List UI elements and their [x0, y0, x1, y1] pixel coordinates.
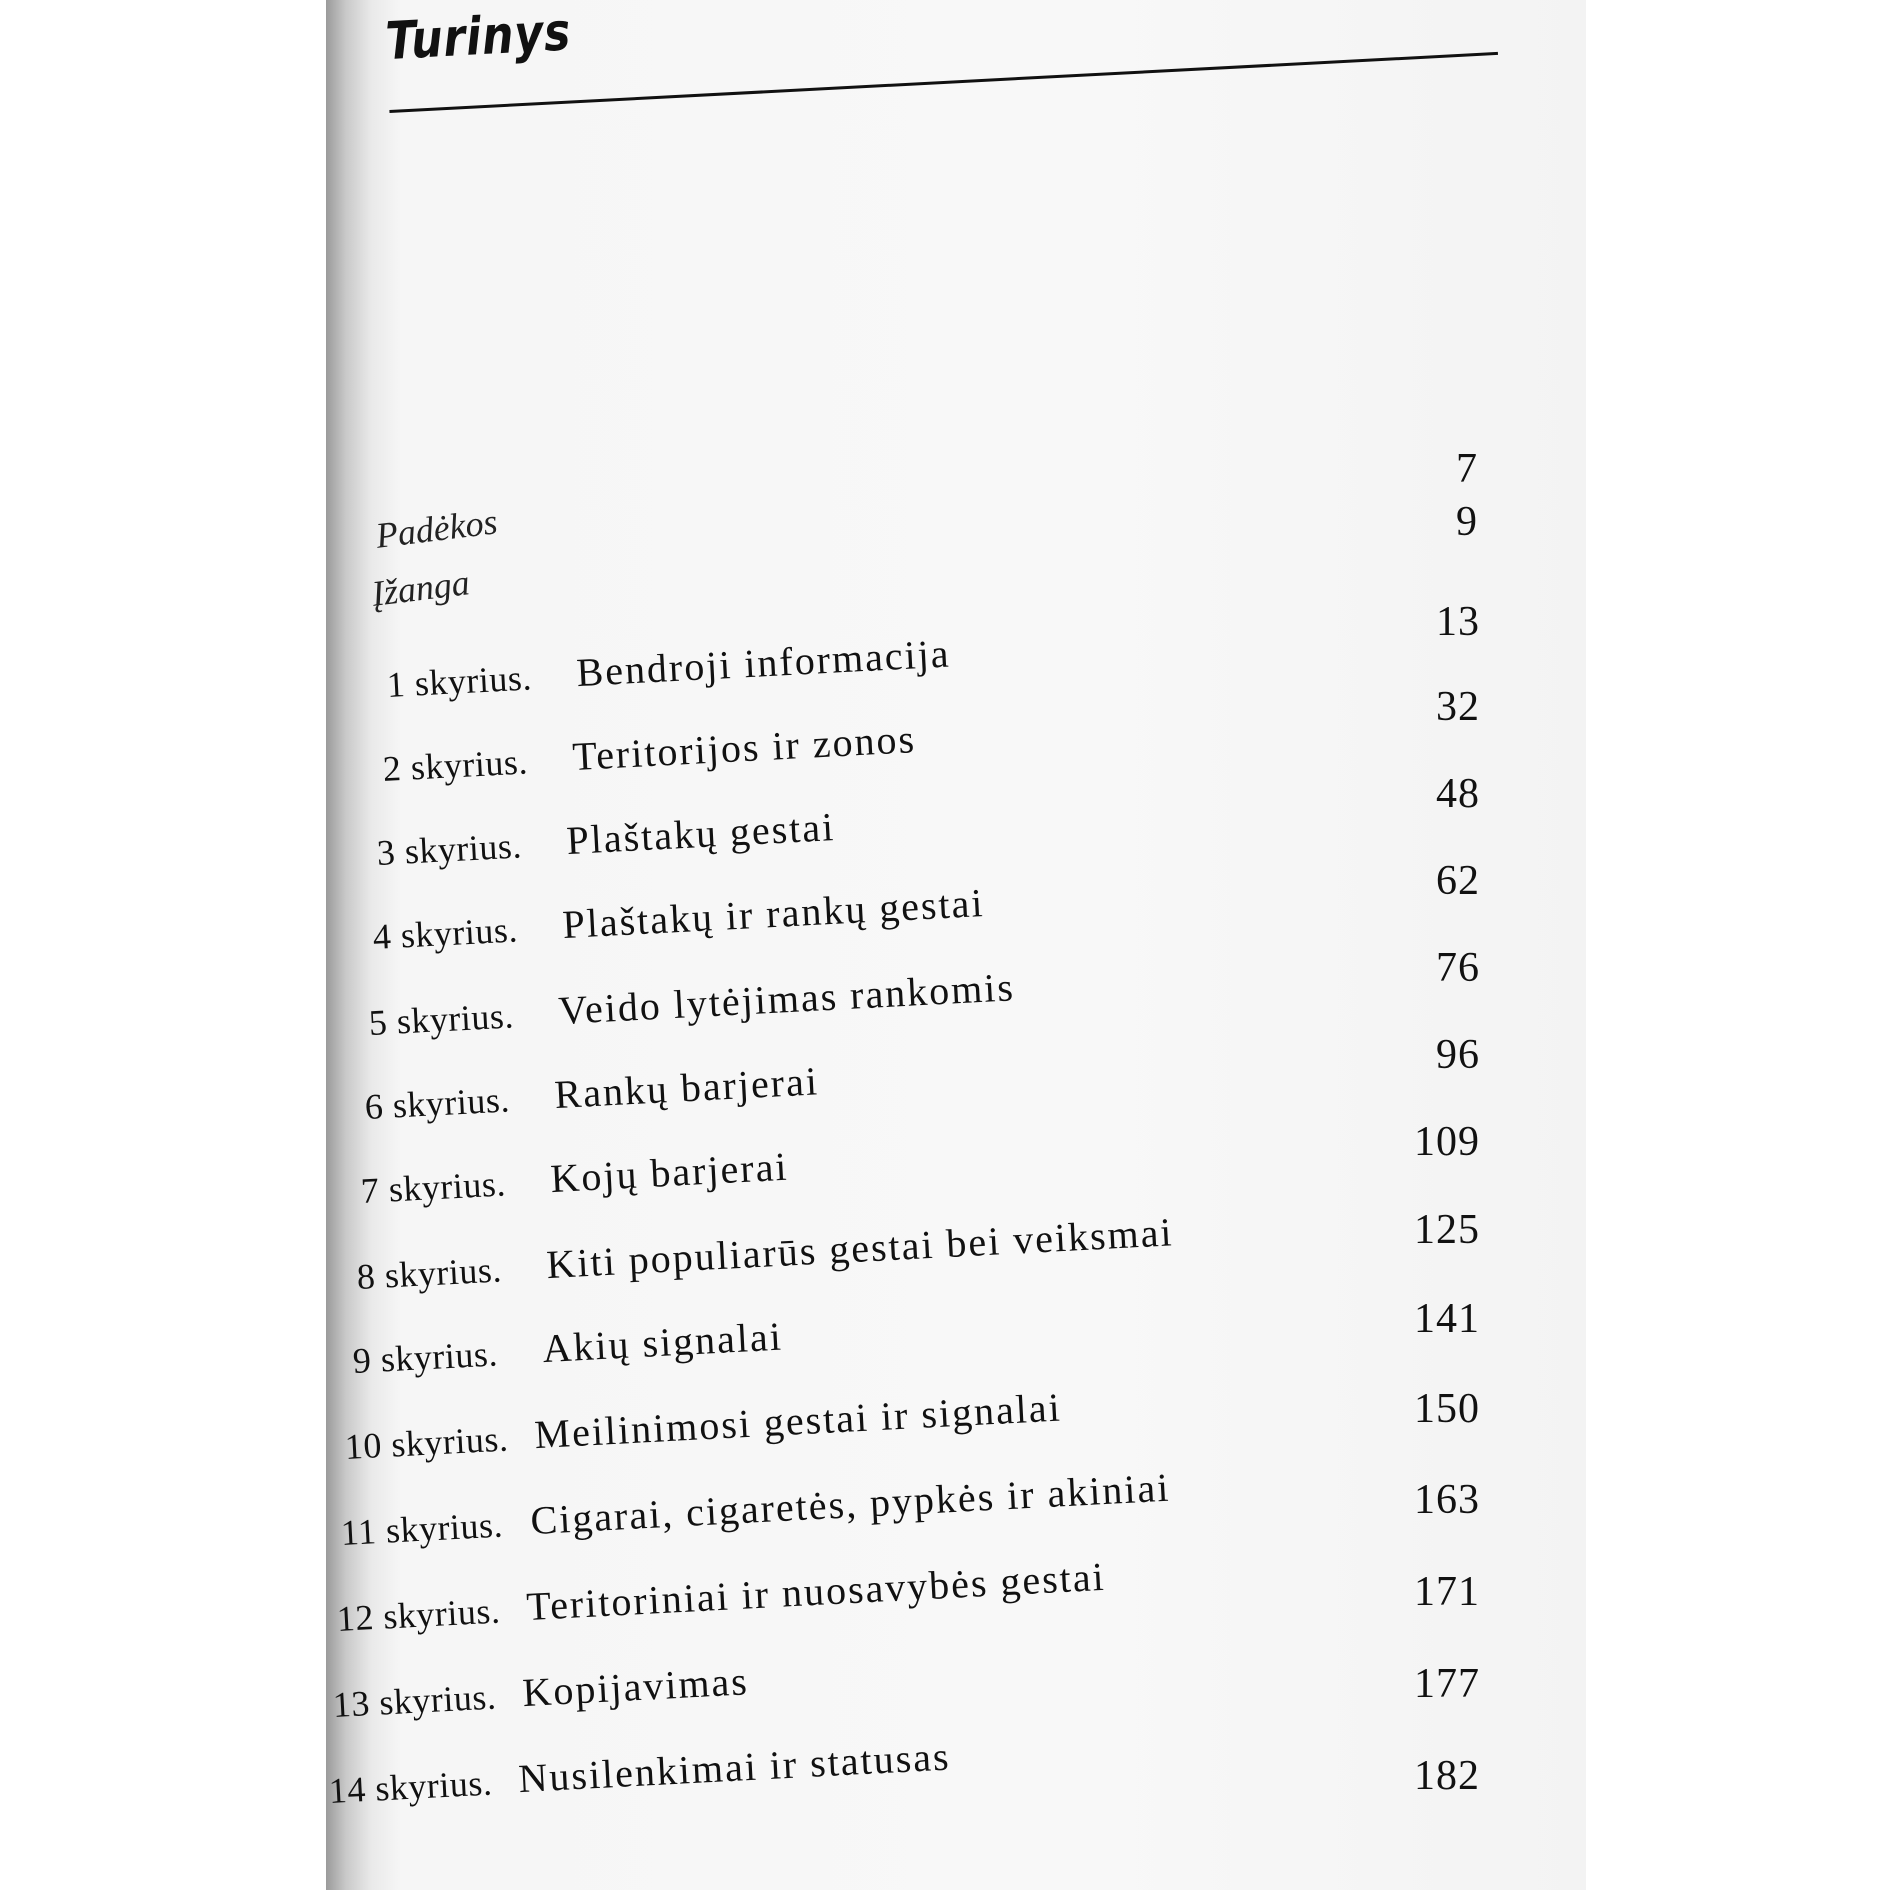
chapter-title: Meilinimosi gestai ir signalai	[533, 1384, 1063, 1458]
chapter-page-number: 13	[1436, 599, 1480, 645]
chapter-title: Nusilenkimai ir statusas	[517, 1733, 952, 1802]
front-matter-title-2: Įžanga	[369, 562, 472, 614]
toc-row	[343, 1384, 1446, 1468]
chapter-number: 12 skyrius.	[335, 1590, 502, 1640]
toc-heading: Turinys	[384, 2, 573, 73]
chapter-number: 7 skyrius.	[359, 1163, 507, 1212]
chapter-page-number: 62	[1436, 858, 1480, 904]
chapter-number: 4 skyrius.	[371, 909, 519, 958]
chapter-number: 9 skyrius.	[351, 1333, 499, 1382]
chapter-title: Kojų barjerai	[549, 1143, 790, 1202]
chapter-title: Teritorijos ir zonos	[571, 716, 918, 780]
chapter-number: 14 skyrius.	[327, 1762, 494, 1812]
chapter-number: 8 skyrius.	[355, 1249, 503, 1298]
toc-row	[331, 1658, 1434, 1726]
toc-row	[367, 964, 1470, 1044]
front-matter-page-2: 9	[1456, 499, 1478, 545]
toc-row	[327, 1733, 1430, 1812]
chapter-title: Kiti populiarūs gestai bei veiksmai	[545, 1209, 1175, 1288]
chapter-page-number: 163	[1414, 1477, 1480, 1523]
chapter-page-number: 32	[1436, 684, 1480, 730]
chapter-number: 13 skyrius.	[331, 1676, 498, 1726]
chapter-page-number: 125	[1414, 1207, 1480, 1253]
chapter-number: 3 skyrius.	[375, 825, 523, 874]
chapter-page-number: 141	[1414, 1296, 1480, 1342]
toc-row	[335, 1553, 1438, 1640]
chapter-page-number: 76	[1436, 945, 1480, 991]
toc-row	[363, 1058, 1466, 1128]
chapter-page-number: 182	[1414, 1753, 1480, 1799]
toc-row	[339, 1464, 1442, 1554]
chapter-title: Teritoriniai ir nuosavybės gestai	[525, 1553, 1107, 1630]
chapter-page-number: 109	[1414, 1119, 1480, 1165]
toc-row	[381, 716, 1484, 790]
front-matter-page-1: 7	[1456, 446, 1478, 492]
toc-row	[351, 1313, 1454, 1382]
chapter-title: Kopijavimas	[521, 1658, 750, 1716]
toc-row	[359, 1143, 1462, 1212]
chapter-number: 6 skyrius.	[363, 1079, 511, 1128]
front-matter-title-1: Padėkos	[373, 501, 500, 556]
chapter-page-number: 96	[1436, 1032, 1480, 1078]
chapter-title: Plaštakų ir rankų gestai	[561, 880, 986, 948]
chapter-page-number: 48	[1436, 771, 1480, 817]
chapter-page-number: 177	[1414, 1661, 1480, 1707]
toc-row	[385, 630, 1488, 706]
chapter-title: Cigarai, cigaretės, pypkės ir akiniai	[529, 1464, 1172, 1544]
toc-row	[371, 880, 1474, 958]
toc-row	[375, 804, 1478, 874]
chapter-number: 2 skyrius.	[381, 741, 529, 790]
chapter-title: Akių signalai	[541, 1313, 784, 1372]
chapter-title: Plaštakų gestai	[565, 804, 837, 864]
chapter-title: Rankų barjerai	[553, 1058, 820, 1118]
chapter-page-number: 150	[1414, 1386, 1480, 1432]
chapter-page-number: 171	[1414, 1569, 1480, 1615]
chapter-number: 11 skyrius.	[339, 1504, 504, 1554]
chapter-number: 5 skyrius.	[367, 995, 515, 1044]
chapter-number: 1 skyrius.	[385, 657, 533, 706]
chapter-title: Bendroji informacija	[575, 630, 952, 696]
chapter-number: 10 skyrius.	[343, 1418, 510, 1468]
chapter-title: Veido lytėjimas rankomis	[557, 964, 1016, 1034]
